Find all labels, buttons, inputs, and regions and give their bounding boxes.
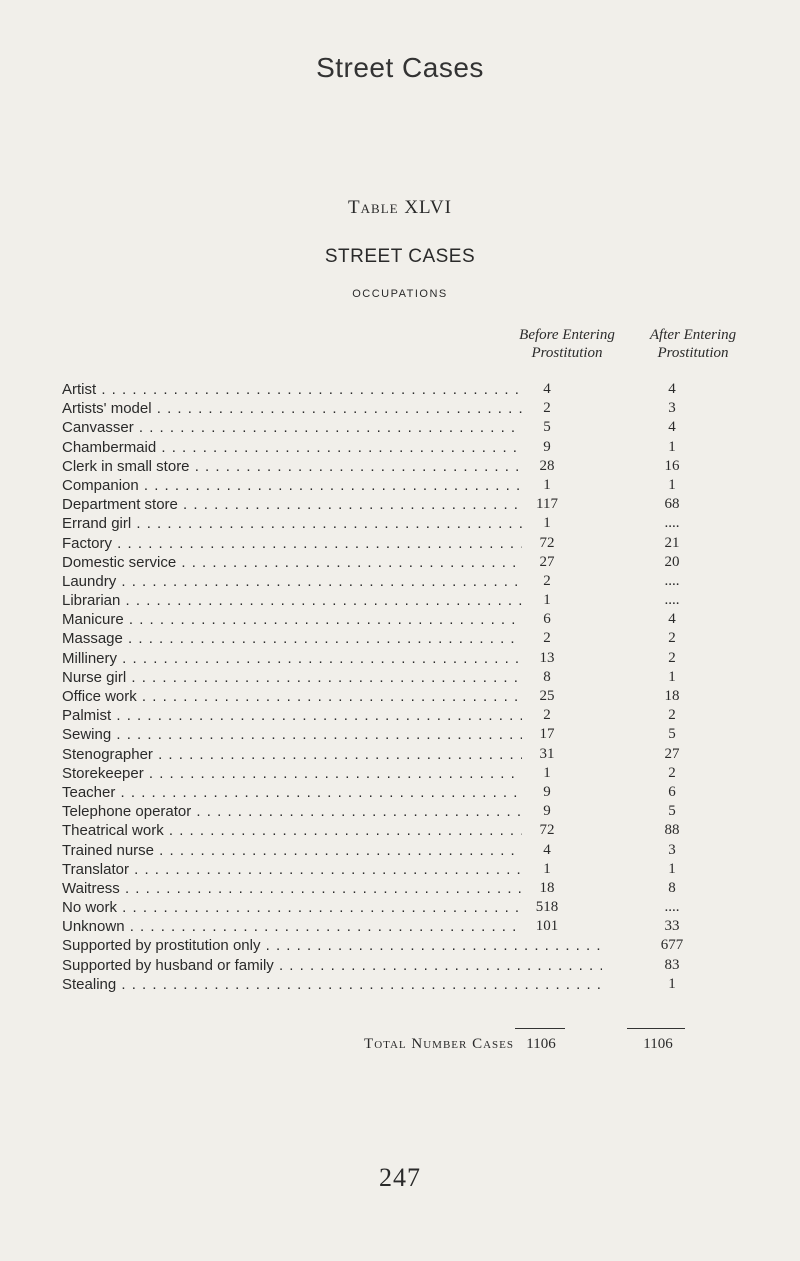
- table-row: [62, 399, 722, 418]
- occupation-label: Stealing . . .: [62, 975, 602, 994]
- occupation-label: Errand girl . . .: [62, 514, 522, 533]
- before-value: 518: [535, 899, 559, 916]
- after-value: 3: [668, 841, 676, 858]
- before-value: 6: [543, 611, 551, 628]
- after-value: 5: [668, 726, 676, 743]
- before-value: 1: [543, 476, 551, 493]
- occupation-label: Department store . . .: [62, 495, 522, 514]
- after-value: 1: [668, 975, 676, 992]
- before-value: 2: [543, 707, 551, 724]
- running-head: Street Cases: [316, 52, 484, 83]
- occupation-label: Nurse girl . . .: [62, 668, 522, 687]
- table-row: [62, 553, 722, 572]
- occupation-label: Millinery . . .: [62, 649, 522, 668]
- occupation-label: Stenographer . . .: [62, 745, 522, 764]
- occupations-table: [62, 380, 722, 994]
- before-value: 28: [539, 457, 555, 474]
- occupation-label: Artist . . .: [62, 380, 522, 399]
- table-row: [62, 514, 722, 533]
- before-value: 9: [543, 438, 551, 455]
- before-value: 1: [543, 515, 551, 532]
- occupation-label: Palmist . . .: [62, 706, 522, 725]
- table-row: [62, 591, 722, 610]
- after-value: 5: [668, 803, 676, 820]
- occupation-label: Waitress . . .: [62, 879, 522, 898]
- after-value: 18: [664, 688, 680, 704]
- after-value: 21: [664, 534, 680, 551]
- after-value: 8: [668, 879, 676, 896]
- occupation-label: Domestic service . . .: [62, 553, 522, 572]
- occupation-label: Clerk in small store . . .: [62, 457, 522, 476]
- table-subtitle: OCCUPATIONS: [352, 288, 448, 300]
- before-value: 9: [543, 783, 551, 800]
- after-value: 2: [668, 764, 676, 781]
- table-row: [62, 841, 722, 860]
- after-value: 68: [664, 496, 680, 513]
- before-value: 18: [539, 879, 555, 896]
- table-row: [62, 438, 722, 457]
- occupation-label: Unknown . . .: [62, 917, 522, 936]
- occupation-label: Massage . . .: [62, 629, 522, 648]
- occupation-label: Sewing . . .: [62, 725, 522, 744]
- before-value: 25: [539, 688, 555, 704]
- after-value: ....: [664, 572, 680, 589]
- before-value: 1: [543, 860, 551, 877]
- after-value: 677: [660, 937, 684, 954]
- before-value: 9: [543, 803, 551, 820]
- occupation-label: Trained nurse . . .: [62, 841, 522, 860]
- after-value: 1: [668, 438, 676, 455]
- table-row: [62, 917, 722, 936]
- table-row: [62, 956, 722, 975]
- after-value: 2: [668, 630, 676, 647]
- before-value: 8: [543, 668, 551, 685]
- before-value: 2: [543, 572, 551, 589]
- column-header-before: Before Entering Prostitution: [519, 327, 615, 361]
- after-value: 88: [664, 822, 680, 839]
- before-value: 2: [543, 630, 551, 647]
- page-number: 247: [379, 1163, 421, 1192]
- occupation-label: Supported by husband or family . . .: [62, 956, 602, 975]
- before-value: 13: [539, 649, 555, 666]
- occupation-label: Chambermaid . . .: [62, 438, 522, 457]
- table-row: [62, 764, 722, 783]
- after-value: 33: [664, 918, 680, 935]
- table-row: [62, 534, 722, 553]
- table-row: [62, 668, 722, 687]
- after-value: 4: [668, 611, 676, 628]
- table-row: [62, 495, 722, 514]
- after-value: 3: [668, 400, 676, 417]
- occupation-label: Librarian . . .: [62, 591, 522, 610]
- occupation-label: Laundry . . .: [62, 572, 522, 591]
- after-value: 83: [664, 956, 680, 973]
- before-value: 31: [539, 745, 555, 762]
- before-value: 27: [539, 553, 555, 570]
- before-value: 72: [539, 534, 555, 551]
- table-row: [62, 457, 722, 476]
- occupation-label: Artists' model . . .: [62, 399, 522, 418]
- after-value: 1: [668, 476, 676, 493]
- before-value: 4: [543, 841, 551, 858]
- occupation-label: Telephone operator . . .: [62, 802, 522, 821]
- table-row: [62, 821, 722, 840]
- table-row: [62, 725, 722, 744]
- after-value: 27: [664, 745, 680, 762]
- table-row: [62, 860, 722, 879]
- table-row: [62, 629, 722, 648]
- table-row: [62, 476, 722, 495]
- after-value: 2: [668, 707, 676, 724]
- occupation-label: Translator . . .: [62, 860, 522, 879]
- table-row: [62, 936, 722, 955]
- after-value: 20: [664, 553, 680, 570]
- table-row: [62, 706, 722, 725]
- occupation-label: Supported by prostitution only . . .: [62, 936, 602, 955]
- table-row: [62, 380, 722, 399]
- table-row: [62, 649, 722, 668]
- before-value: 101: [535, 918, 559, 935]
- occupation-label: Canvasser . . .: [62, 418, 522, 437]
- occupation-label: No work . . .: [62, 898, 522, 917]
- occupation-label: Office work . . .: [62, 687, 522, 706]
- after-value: ....: [664, 899, 680, 916]
- after-value: 16: [664, 457, 680, 474]
- occupation-label: Teacher . . .: [62, 783, 522, 802]
- before-value: 72: [539, 822, 555, 839]
- table-row: [62, 745, 722, 764]
- before-value: 117: [536, 496, 558, 513]
- table-row: [62, 783, 722, 802]
- before-value: 1: [543, 592, 551, 609]
- before-value: 5: [543, 419, 551, 436]
- table-label: Table XLVI: [348, 197, 452, 218]
- total-rule-before: [515, 1028, 565, 1029]
- after-value: ....: [664, 592, 680, 609]
- table-row: [62, 418, 722, 437]
- after-value: 4: [668, 419, 676, 436]
- total-rule-after: [627, 1028, 685, 1029]
- table-row: [62, 572, 722, 591]
- table-row: [62, 610, 722, 629]
- table-row: [62, 687, 722, 706]
- before-value: 4: [543, 381, 551, 397]
- table-row: [62, 879, 722, 898]
- table-row: [62, 802, 722, 821]
- occupation-label: Storekeeper . . .: [62, 764, 522, 783]
- column-header-after: After Entering Prostitution: [649, 327, 737, 361]
- total-after: 1106: [643, 1036, 673, 1052]
- after-value: 1: [668, 668, 676, 685]
- after-value: 4: [668, 381, 676, 397]
- after-value: 2: [668, 649, 676, 666]
- before-value: 17: [539, 726, 555, 743]
- occupation-label: Theatrical work . . .: [62, 821, 522, 840]
- after-value: 1: [668, 860, 676, 877]
- after-value: 6: [668, 783, 676, 800]
- before-value: 1: [543, 764, 551, 781]
- after-value: ....: [664, 515, 680, 532]
- total-label: Total Number Cases: [364, 1036, 514, 1052]
- occupation-label: Factory . . .: [62, 534, 522, 553]
- table-row: [62, 975, 722, 994]
- before-value: 2: [543, 400, 551, 417]
- occupation-label: Manicure . . .: [62, 610, 522, 629]
- table-title: STREET CASES: [324, 246, 476, 267]
- table-row: [62, 898, 722, 917]
- total-before: 1106: [526, 1036, 556, 1052]
- occupation-label: Companion . . .: [62, 476, 522, 495]
